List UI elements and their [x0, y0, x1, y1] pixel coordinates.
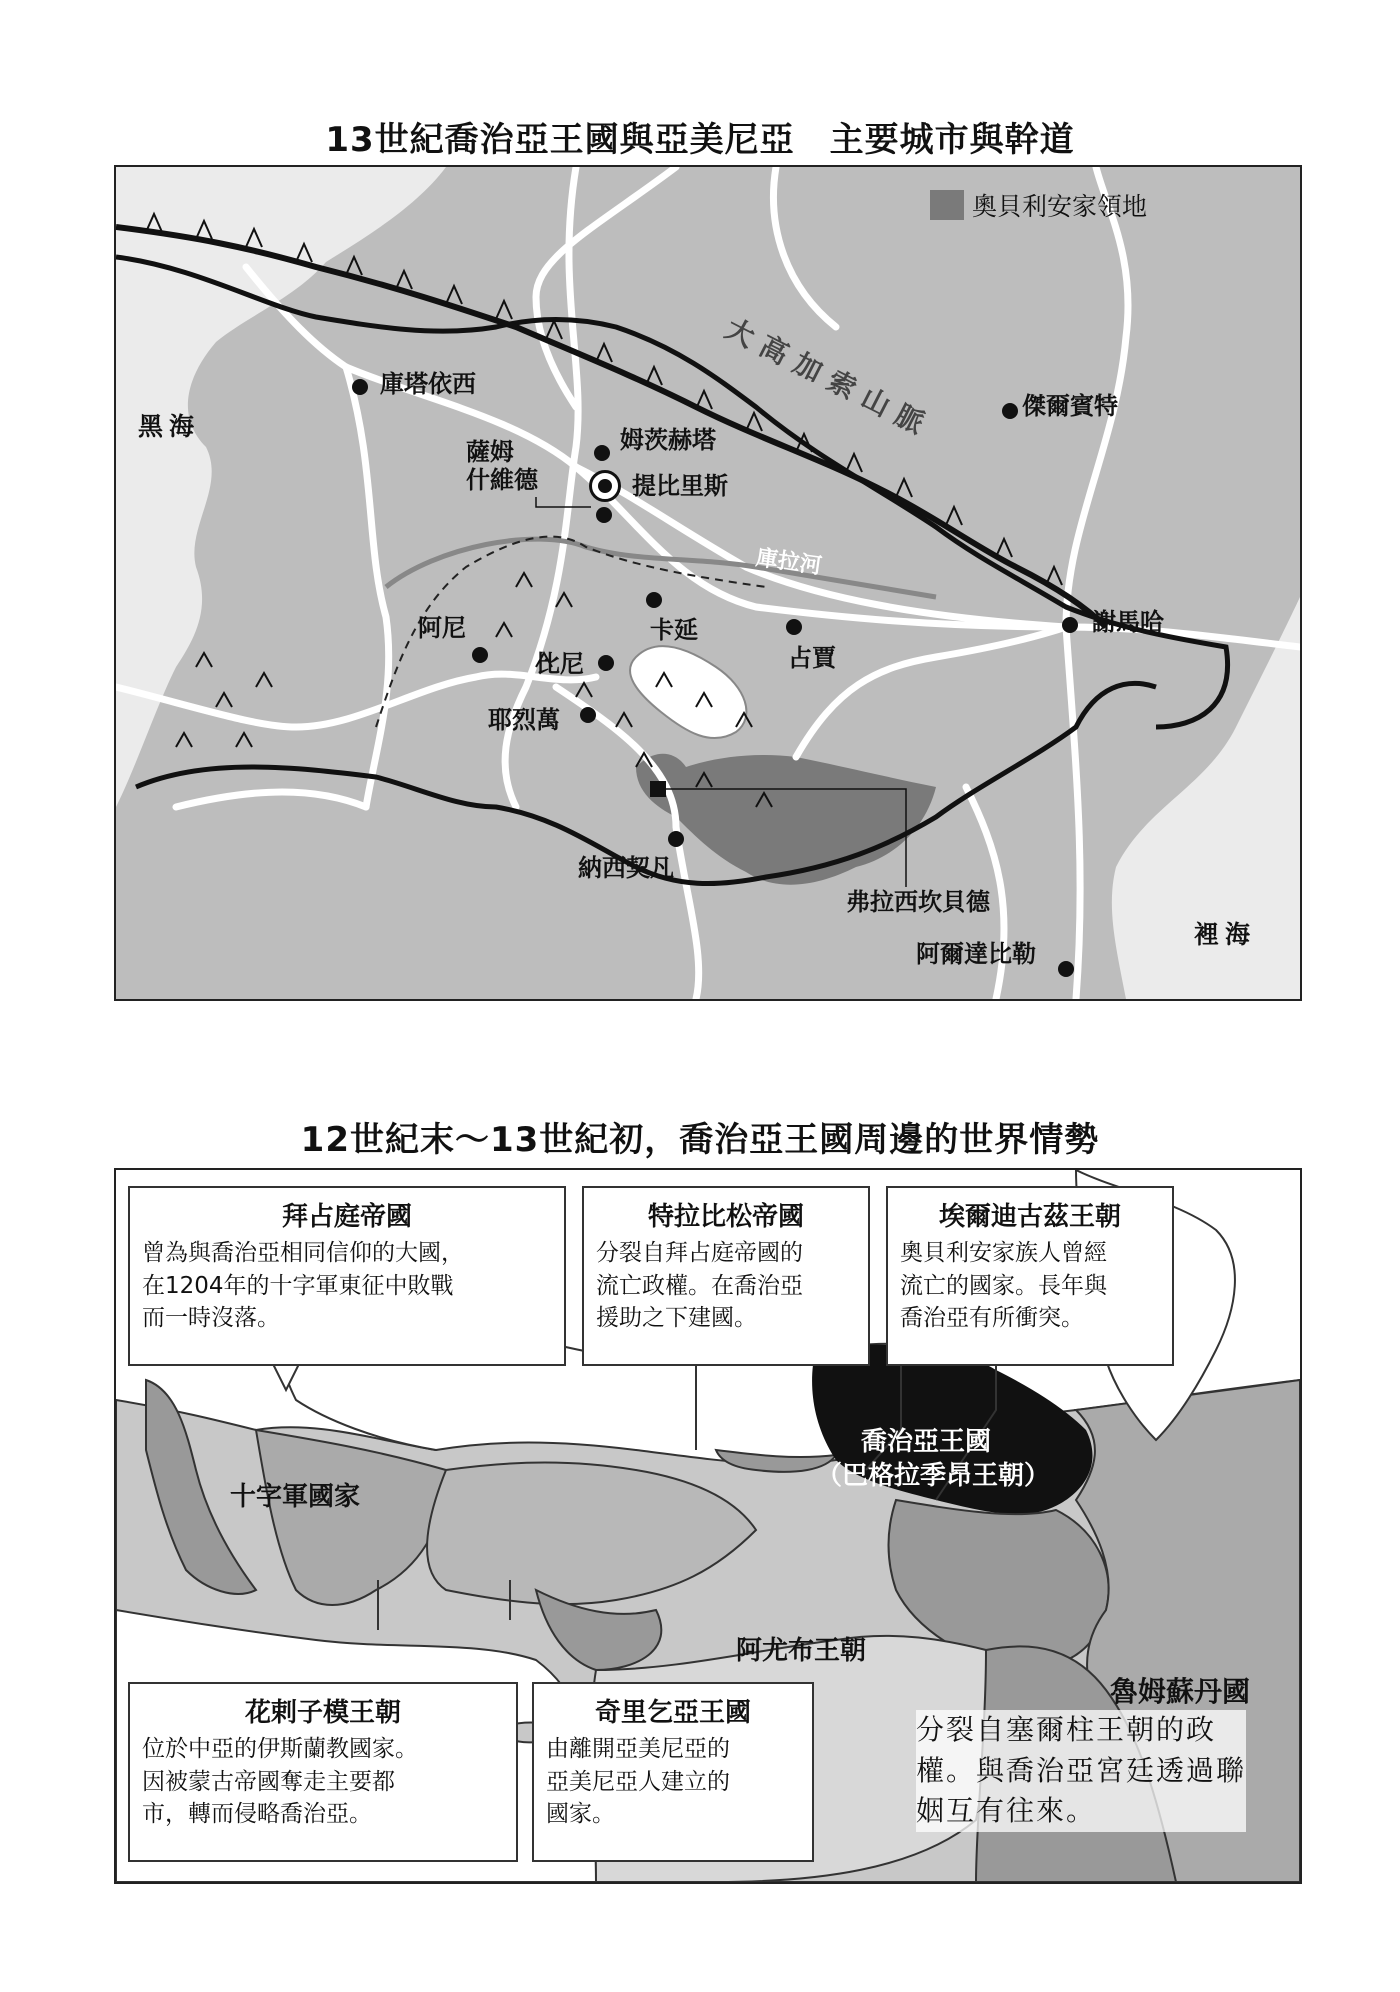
city-kutaisi: 庫塔依西	[380, 370, 476, 398]
box-trebizond-body	[596, 1237, 856, 1335]
box-cilicia-line: 國家。	[546, 1801, 615, 1828]
box-byzantine-body	[142, 1237, 552, 1335]
city-nakhchivan: 納西契凡	[578, 854, 674, 882]
box-khwarazm-line: 市，轉而侵略喬治亞。	[142, 1801, 372, 1828]
box-trebizond-line: 分裂自拜占庭帝國的	[596, 1240, 803, 1266]
rum-line: 姻互有往來。	[916, 1794, 1097, 1828]
city-kutaisi-marker	[352, 379, 368, 395]
black-sea-label: 黑海	[138, 412, 201, 441]
box-byzantine-line: 在1204年的十字軍東征中敗戰	[142, 1272, 454, 1299]
city-zhanjia-marker	[786, 619, 802, 635]
city-bini-marker	[598, 655, 614, 671]
map2-title: 12世紀末～13世紀初，喬治亞王國周邊的世界情勢	[300, 1120, 1100, 1160]
box-byzantine-line: 而一時沒落。	[142, 1305, 280, 1332]
region-crusader: 十字軍國家	[230, 1482, 361, 1512]
map1-title: 13世紀喬治亞王國與亞美尼亞 主要城市與幹道	[325, 120, 1075, 160]
city-ani-marker	[472, 647, 488, 663]
legend	[930, 187, 1147, 223]
box-trebizond-line: 援助之下建國。	[596, 1305, 757, 1332]
map1-terrain	[116, 167, 1300, 999]
city-tbilisi: 提比里斯	[632, 472, 728, 500]
region-rum: 魯姆蘇丹國	[1110, 1675, 1251, 1708]
city-ani: 阿尼	[418, 614, 466, 642]
city-ardabil: 阿爾達比勒	[916, 940, 1036, 968]
city-mtskheta: 姆茨赫塔	[620, 426, 716, 454]
box-khwarazm-body	[142, 1733, 504, 1831]
legend-label: 奧貝利安家領地	[972, 192, 1148, 221]
box-khwarazm-line: 位於中亞的伊斯蘭教國家。	[142, 1736, 418, 1762]
city-samshvilde-marker	[596, 507, 612, 523]
box-khwarazm-line: 因被蒙古帝國奪走主要都	[142, 1768, 395, 1795]
city-vorotan: 弗拉西坎貝德	[846, 888, 990, 916]
city-vorotan-marker	[650, 781, 666, 797]
lake-sevan	[630, 646, 746, 738]
box-eldiguzid-line: 流亡的國家。長年與	[900, 1272, 1107, 1299]
box-byzantine-title: 拜占庭帝國	[281, 1202, 412, 1232]
range-label: 大高加索山脈	[720, 311, 939, 445]
box-eldiguzid-line: 奧貝利安家族人曾經	[900, 1240, 1107, 1266]
city-gelati: 傑爾賓特	[1022, 392, 1118, 420]
caspian-sea-label: 裡海	[1194, 920, 1257, 949]
box-eldiguzid	[886, 1186, 1174, 1366]
rum-description	[916, 1710, 1246, 1832]
box-cilicia-line: 由離開亞美尼亞的	[546, 1736, 730, 1762]
box-cilicia	[532, 1682, 814, 1862]
box-eldiguzid-body	[900, 1237, 1160, 1335]
black-sea	[116, 167, 446, 807]
city-shemakha: 謝馬哈	[1092, 608, 1164, 636]
box-cilicia-title: 奇里乞亞王國	[594, 1698, 751, 1728]
box-trebizond-title: 特拉比松帝國	[647, 1202, 804, 1232]
city-tbilisi-marker	[589, 470, 621, 502]
city-samshvilde: 薩姆 什維德	[466, 438, 538, 494]
rum-line: 權。與喬治亞宮廷透過聯	[916, 1753, 1247, 1787]
rum-line: 分裂自塞爾柱王朝的政	[916, 1713, 1217, 1746]
city-ardabil-marker	[1058, 961, 1074, 977]
region-georgia	[816, 1426, 1051, 1494]
box-trebizond-line: 流亡政權。在喬治亞	[596, 1272, 803, 1299]
samshvilde-leader	[536, 497, 591, 507]
box-khwarazm-title: 花剌子模王朝	[244, 1698, 401, 1728]
region-ayyubid: 阿尤布王朝	[736, 1636, 867, 1666]
box-cilicia-body	[546, 1733, 800, 1831]
city-zhanjia: 占賈	[788, 644, 836, 672]
box-byzantine	[128, 1186, 566, 1366]
city-bini: 比尼	[536, 650, 584, 678]
box-khwarazm	[128, 1682, 518, 1862]
legend-swatch	[930, 190, 964, 220]
city-shemakha-marker	[1062, 617, 1078, 633]
map1-panel	[114, 165, 1302, 1001]
box-cilicia-line: 亞美尼亞人建立的	[546, 1768, 730, 1795]
box-eldiguzid-title: 埃爾迪古茲王朝	[938, 1202, 1121, 1232]
city-yerevan: 耶烈萬	[488, 706, 560, 734]
city-kayen-marker	[646, 592, 662, 608]
box-eldiguzid-line: 喬治亞有所衝突。	[900, 1305, 1084, 1332]
region-georgia-name: 喬治亞王國	[860, 1427, 991, 1457]
city-kayen: 卡延	[650, 616, 698, 644]
box-trebizond	[582, 1186, 870, 1366]
river-label: 庫拉河	[754, 545, 824, 580]
city-yerevan-marker	[580, 707, 596, 723]
city-mtskheta-marker	[594, 445, 610, 461]
map2-panel	[114, 1168, 1302, 1884]
city-gelati-marker	[1002, 403, 1018, 419]
region-georgia-dynasty: （巴格拉季昂王朝）	[816, 1460, 1051, 1491]
city-nakhchivan-marker	[668, 831, 684, 847]
box-byzantine-line: 曾為與喬治亞相同信仰的大國，	[142, 1240, 464, 1266]
